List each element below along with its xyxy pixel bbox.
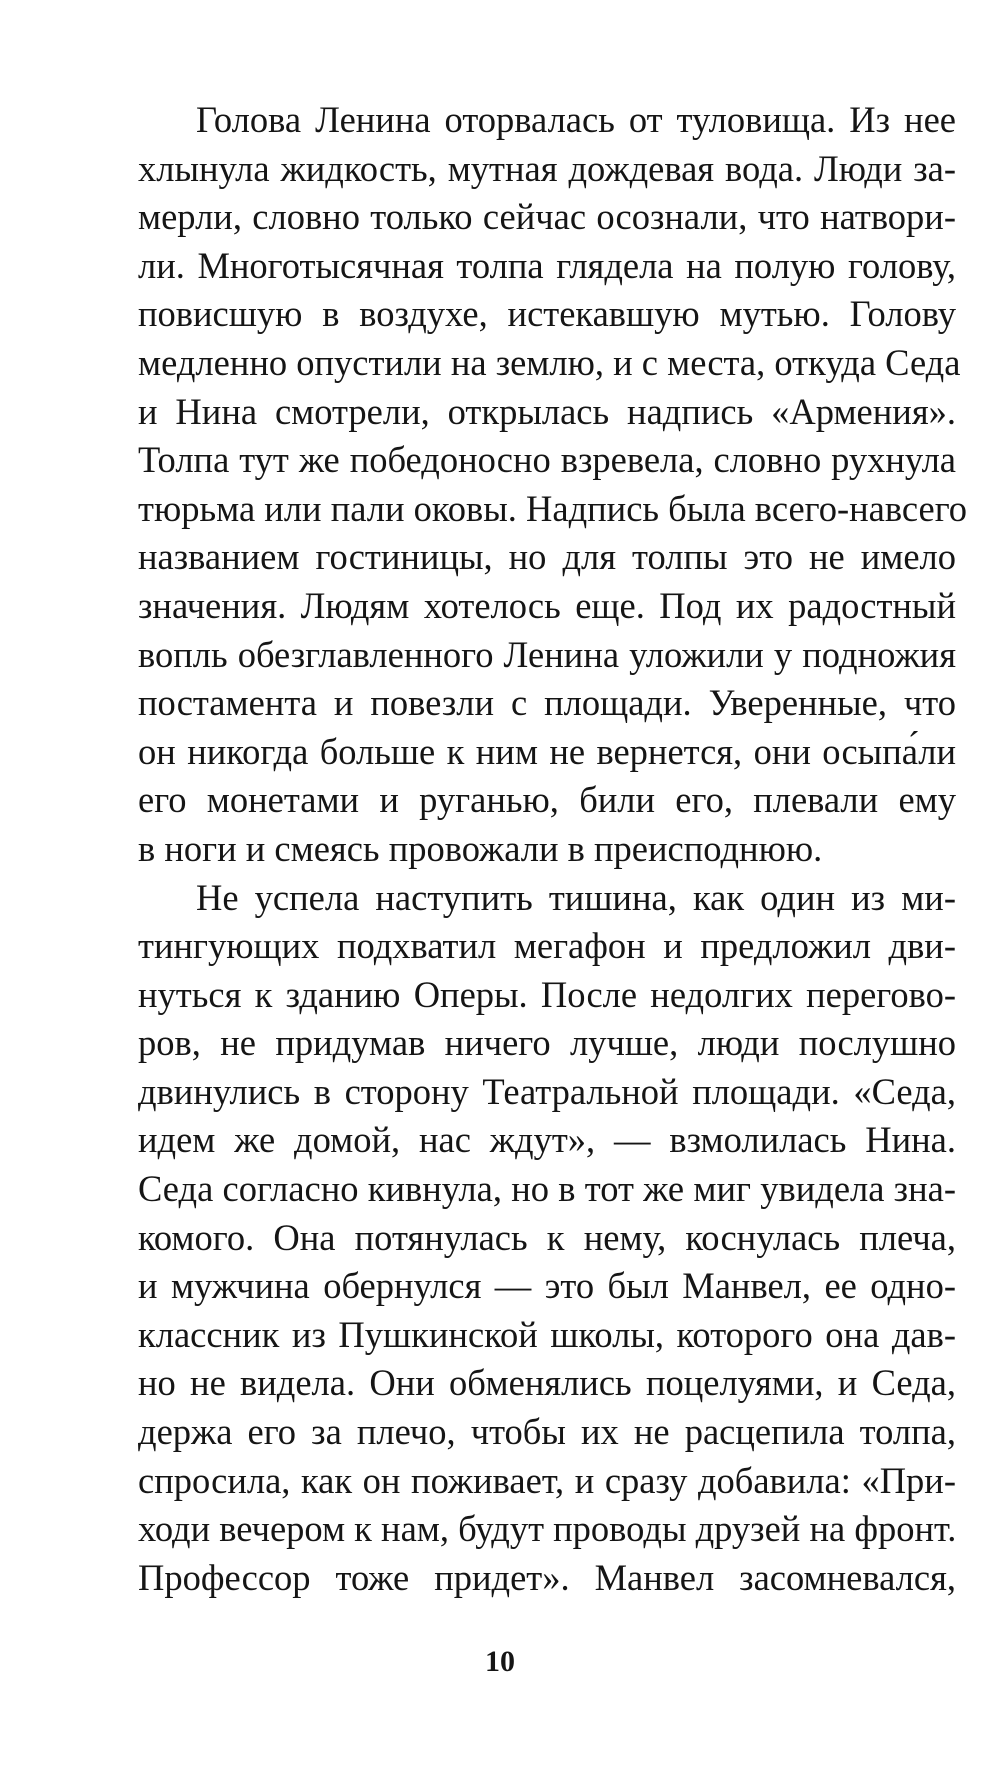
text-line: хлынула жидкость, мутная дождевая вода. Люди за-	[138, 147, 956, 189]
text-line: комого. Она потянулась к нему, коснулась плеча,	[138, 1216, 956, 1258]
text-line: вопль обезглавленного Ленина уложили у подножия	[138, 633, 956, 675]
text-line: держа его за плечо, чтобы их не расцепила толпа,	[138, 1411, 956, 1453]
text-line: но не видела. Они обменялись поцелуями, и Седа,	[138, 1362, 956, 1404]
text-line: он никогда больше к ним не вернется, они осыпа́ли	[138, 730, 956, 772]
text-line: в ноги и смеясь провожали в преисподнюю.	[138, 827, 823, 869]
page-number: 10	[485, 1645, 515, 1678]
text-line: Голова Ленина оторвалась от туловища. Из нее	[196, 99, 956, 140]
text-line: спросила, как он поживает, и сразу добавила: «При-	[138, 1459, 956, 1501]
text-line: названием гостиницы, но для толпы это не имело	[138, 536, 956, 578]
text-line: повисшую в воздухе, истекавшую мутью. Голову	[138, 293, 956, 335]
paragraph-2	[138, 874, 956, 1603]
text-line: и мужчина обернулся — это был Манвел, ее одно-	[138, 1265, 956, 1307]
text-line: ходи вечером к нам, будут проводы друзей на фронт.	[138, 1508, 957, 1550]
text-line: значения. Людям хотелось еще. Под их радостный	[138, 584, 956, 626]
paragraph-1	[138, 96, 968, 874]
text-line: Толпа тут же победоносно взревела, словно рухнула	[138, 439, 956, 481]
text-line: тингующих подхватил мегафон и предложил дви-	[138, 925, 956, 967]
text-line: идем же домой, нас ждут», — взмолилась Нина.	[138, 1119, 956, 1161]
text-line: мерли, словно только сейчас осознали, что натвори-	[138, 196, 956, 238]
text-line: его монетами и руганью, били его, плевали ему	[138, 779, 956, 821]
text-line: Профессор тоже придет». Манвел засомневался,	[138, 1556, 956, 1598]
text-line: Седа согласно кивнула, но в тот же миг увидела зна-	[138, 1168, 956, 1210]
text-line: ли. Многотысячная толпа глядела на полую голову,	[138, 244, 956, 286]
text-line: медленно опустили на землю, и с места, откуда Седа	[138, 341, 961, 383]
text-line: классник из Пушкинской школы, которого она дав-	[138, 1313, 956, 1355]
text-line: тюрьма или пали оковы. Надпись была всего-навсего	[138, 487, 968, 529]
text-line: нуться к зданию Оперы. После недолгих перегово-	[138, 973, 956, 1015]
text-line: ров, не придумав ничего лучше, люди послушно	[138, 1022, 956, 1064]
text-line: и Нина смотрели, открылась надпись «Армения».	[138, 390, 956, 432]
text-line: двинулись в сторону Театральной площади. «Седа,	[138, 1070, 956, 1112]
text-line: постамента и повезли с площади. Уверенные, что	[138, 682, 956, 724]
text-line: Не успела наступить тишина, как один из ми-	[196, 876, 956, 918]
body-text	[138, 96, 968, 1602]
